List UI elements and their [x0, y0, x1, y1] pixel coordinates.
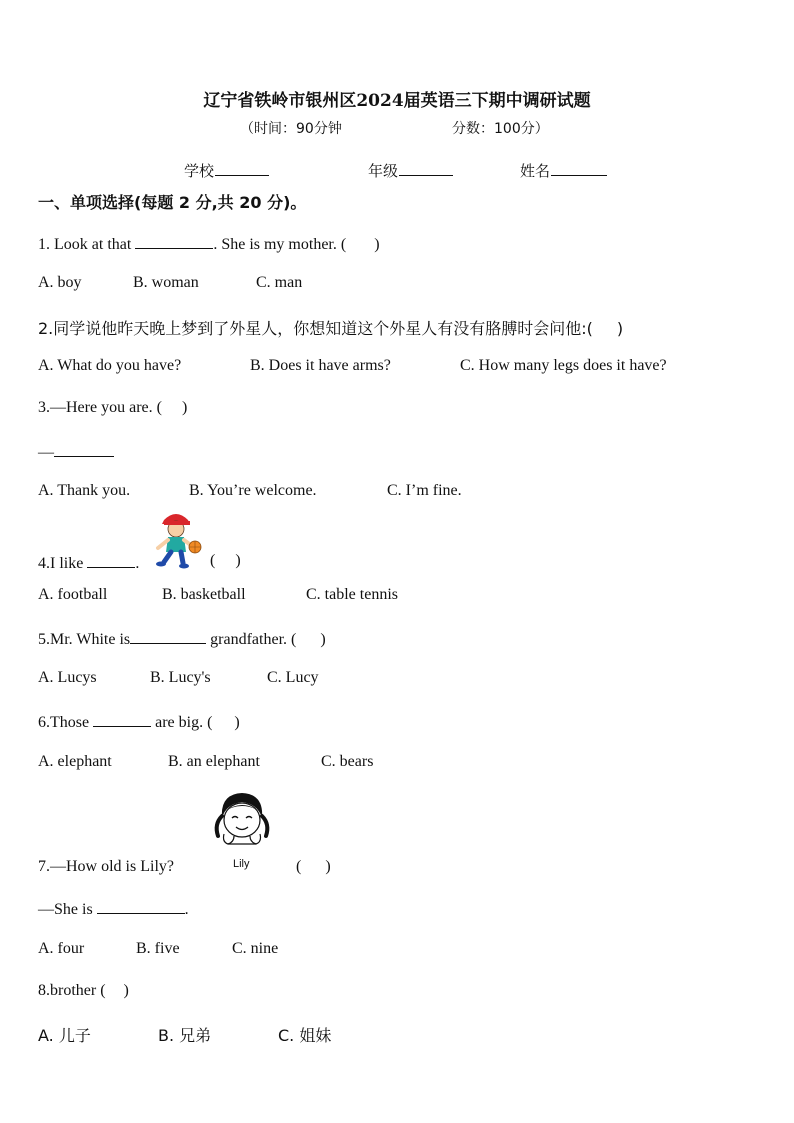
q5-option-b[interactable]: B. Lucy's	[150, 669, 211, 686]
q2-option-a[interactable]: A. What do you have?	[38, 357, 182, 374]
grade-label: 年级	[368, 162, 399, 180]
q3-option-a[interactable]: A. Thank you.	[38, 482, 131, 499]
grade-blank[interactable]	[399, 174, 453, 176]
q6-option-c[interactable]: C. bears	[321, 753, 374, 770]
q1-number: 1.	[38, 236, 50, 253]
school-label: 学校	[184, 162, 215, 180]
question-7	[38, 858, 174, 876]
q8-text: 8.brother (	[38, 982, 106, 999]
lily-image-label: Lily	[233, 858, 250, 870]
q7-option-b[interactable]: B. five	[136, 940, 180, 957]
q4-paren-open: (	[210, 552, 216, 569]
q1-text-post: . She is my mother. (	[213, 236, 347, 253]
q1-option-c[interactable]: C. man	[256, 274, 303, 291]
q1-option-a[interactable]: A. boy	[38, 274, 82, 291]
question-1	[38, 233, 380, 254]
q1-paren-close: )	[374, 236, 380, 253]
q7-option-c[interactable]: C. nine	[232, 940, 279, 957]
q6-text-post: are big. (	[151, 714, 213, 731]
q8-option-a[interactable]: A. 儿子	[38, 1026, 91, 1045]
q7-text: 7.—How old is Lily?	[38, 858, 174, 875]
q8-option-c[interactable]: C. 姐妹	[278, 1026, 332, 1045]
question-6	[38, 711, 240, 732]
q3-option-b[interactable]: B. You’re welcome.	[189, 482, 317, 499]
q3-paren-close: )	[181, 399, 188, 416]
q7-blank[interactable]	[97, 898, 185, 914]
exam-time: （时间：90分钟	[240, 121, 342, 137]
q4-paren	[210, 552, 241, 570]
q7-option-a[interactable]: A. four	[38, 940, 85, 957]
name-label: 姓名	[520, 162, 551, 180]
q7-paren-close: )	[325, 858, 331, 875]
question-8	[38, 982, 129, 1000]
exam-title: 辽宁省铁岭市银州区2024届英语三下期中调研试题	[203, 91, 591, 111]
exam-score: 分数：100分）	[452, 121, 549, 137]
q6-option-b[interactable]: B. an elephant	[168, 753, 260, 770]
q5-text-pre: 5.Mr. White is	[38, 631, 131, 648]
question-4	[38, 552, 139, 573]
name-field[interactable]	[520, 160, 607, 181]
q2-paren-close: )	[616, 319, 624, 338]
q8-option-b[interactable]: B. 兄弟	[158, 1026, 212, 1045]
q1-option-b[interactable]: B. woman	[133, 274, 199, 291]
q6-paren-close: )	[234, 714, 240, 731]
name-blank[interactable]	[551, 174, 607, 176]
school-blank[interactable]	[215, 174, 269, 176]
q1-text-pre: Look at that	[54, 236, 132, 253]
q5-blank[interactable]	[130, 628, 206, 644]
q4-text-post: .	[135, 555, 140, 572]
q4-paren-close: )	[235, 552, 241, 569]
q5-text-post: grandfather. (	[206, 631, 297, 648]
q7-paren-open: (	[296, 858, 302, 875]
q6-blank[interactable]	[93, 711, 151, 727]
school-field[interactable]	[184, 160, 269, 181]
q3-blank[interactable]	[54, 441, 114, 457]
q4-option-b[interactable]: B. basketball	[162, 586, 246, 603]
q7-answer-line	[38, 898, 189, 919]
q7-answer-post: .	[184, 901, 189, 918]
q4-blank[interactable]	[87, 552, 135, 568]
q3-dash: —	[38, 444, 54, 461]
q8-paren-close: )	[123, 982, 129, 999]
section-title: 一、单项选择(每题 2 分,共 20 分)。	[38, 193, 307, 212]
boy-playing-basketball-icon	[150, 510, 206, 570]
q6-text-pre: 6.Those	[38, 714, 90, 731]
q3-text: 3.—Here you are. (	[38, 399, 162, 416]
q3-answer-line	[38, 441, 114, 462]
q6-option-a[interactable]: A. elephant	[38, 753, 112, 770]
q3-option-c[interactable]: C. I’m fine.	[387, 482, 462, 499]
q5-option-a[interactable]: A. Lucys	[38, 669, 97, 686]
girl-lily-icon	[208, 788, 276, 850]
q7-paren	[296, 858, 331, 876]
grade-field[interactable]	[368, 160, 453, 181]
q4-option-a[interactable]: A. football	[38, 586, 108, 603]
q2-text: 2.同学说他昨天晚上梦到了外星人，你想知道这个外星人有没有胳膊时会问他:(	[38, 319, 593, 338]
question-3	[38, 399, 187, 417]
q7-answer-pre: —She is	[38, 901, 93, 918]
q5-paren-close: )	[320, 631, 326, 648]
question-2	[38, 316, 623, 339]
q5-option-c[interactable]: C. Lucy	[267, 669, 319, 686]
q4-text-pre: 4.I like	[38, 555, 84, 572]
q2-option-c[interactable]: C. How many legs does it have?	[460, 357, 667, 374]
q1-blank[interactable]	[135, 233, 213, 249]
question-5	[38, 628, 326, 649]
q2-option-b[interactable]: B. Does it have arms?	[250, 357, 391, 374]
q4-option-c[interactable]: C. table tennis	[306, 586, 398, 603]
